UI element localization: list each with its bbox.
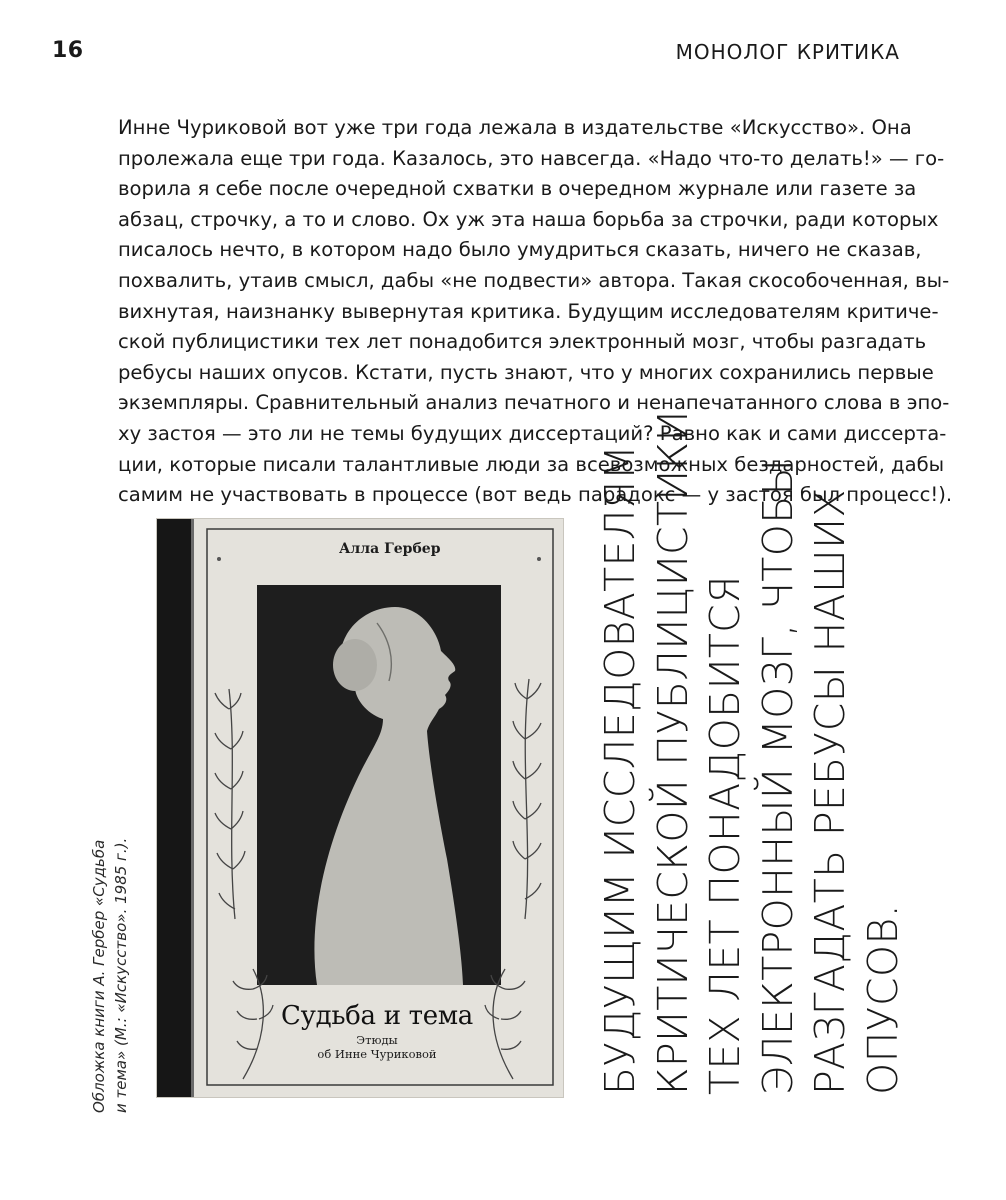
pull-quote-line: БУДУЩИМ ИССЛЕДОВАТЕЛЯМ bbox=[596, 444, 644, 1095]
pull-quote-line: ЭЛЕКТРОННЫЙ МОЗГ, ЧТОБЫ bbox=[753, 458, 802, 1095]
text-line: самим не участвовать в процессе (вот ведь парадокс — у застоя был процесс!). bbox=[118, 483, 953, 507]
caption-line: Обложка книги А. Гербер «Судьба bbox=[90, 839, 108, 1113]
text-line: вихнутая, наизнанку вывернутая критика. Будущим исследователям критиче- bbox=[118, 299, 939, 323]
text-line: абзац, строчку, а то и слово. Ох уж эта наша борьба за строчки, ради которых bbox=[118, 207, 939, 231]
body-paragraph bbox=[118, 113, 953, 511]
text-line: экземпляры. Сравнительный анализ печатного и ненапечатанного слова в эпо- bbox=[118, 391, 950, 415]
text-line: пролежала еще три года. Казалось, это навсегда. «Надо что-то делать!» — го- bbox=[118, 146, 945, 170]
pull-quote-line: ТЕХ ЛЕТ ПОНАДОБИТСЯ bbox=[701, 575, 749, 1095]
cover-author: Алла Гербер bbox=[339, 541, 441, 557]
figure-caption bbox=[88, 513, 148, 1113]
pull-quote-line: КРИТИЧЕСКОЙ ПУБЛИЦИСТИКИ bbox=[648, 410, 697, 1095]
pull-quote-line: РАЗГАДАТЬ РЕБУСЫ НАШИХ bbox=[806, 489, 854, 1095]
pull-quote-line: ОПУСОВ. bbox=[858, 904, 907, 1095]
pull-quote bbox=[594, 410, 914, 1095]
cover-subtitle-line: об Инне Чуриковой bbox=[317, 1047, 437, 1061]
text-line: Инне Чуриковой вот уже три года лежала в издательстве «Искусство». Она bbox=[118, 116, 912, 139]
cover-subtitle bbox=[237, 1033, 517, 1061]
text-line: ворила я себе после очередной схватки в очередном журнале или газете за bbox=[118, 177, 917, 201]
book-cover-image bbox=[156, 518, 564, 1098]
text-line: ции, которые писали талантливые люди за всевозможных бездарностей, дабы bbox=[118, 452, 945, 476]
running-head: МОНОЛОГ КРИТИКА bbox=[675, 40, 900, 64]
caption-line: и тема» (М.: «Искусство». 1985 г.). bbox=[112, 837, 130, 1113]
cover-subtitle-line: Этюды bbox=[356, 1033, 398, 1047]
text-line: ребусы наших опусов. Кстати, пусть знают, что у многих сохранились первые bbox=[118, 360, 934, 384]
text-line: ху застоя — это ли не темы будущих диссертаций? Равно как и сами диссерта- bbox=[118, 421, 947, 445]
text-line: ской публицистики тех лет понадобится электронный мозг, чтобы разгадать bbox=[118, 330, 927, 354]
text-line: похвалить, утаив смысл, дабы «не подвести» автора. Такая скособоченная, вы- bbox=[118, 268, 950, 292]
page-number: 16 bbox=[52, 38, 84, 63]
cover-title: Судьба и тема bbox=[281, 1001, 473, 1031]
text-line: писалось нечто, в котором надо было умудриться сказать, ничего не сказав, bbox=[118, 238, 922, 262]
